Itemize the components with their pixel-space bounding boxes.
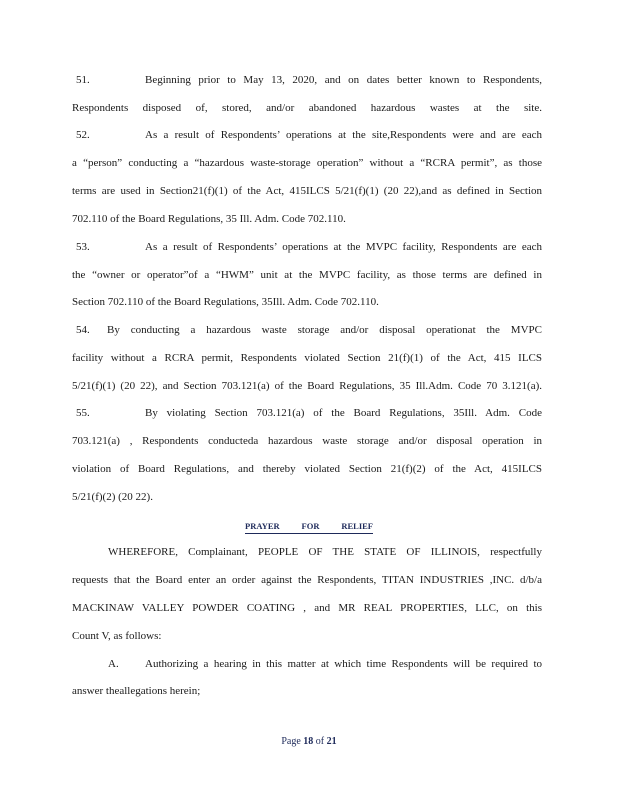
paragraph-line: By conducting a hazardous waste storage and/or disposal operationat the MVPC xyxy=(107,324,542,336)
paragraph-line: requests that the Board enter an order against the Respondents, TITAN INDUSTRIES ,INC. d/b/a xyxy=(72,574,542,586)
paragraph-line: Section 702.110 of the Board Regulations, 35Ill. Adm. Code 702.110. xyxy=(72,296,379,308)
paragraph-line: Beginning prior to May 13, 2020, and on dates better known to Respondents, xyxy=(145,74,542,86)
paragraph-number: 53. xyxy=(76,241,90,253)
paragraph-line: 5/21(f)(2) (20 22). xyxy=(72,491,153,503)
paragraph-line: 702.110 of the Board Regulations, 35 Ill. Adm. Code 702.110. xyxy=(72,213,346,225)
paragraph-line: As a result of Respondents’ operations at the site,Respondents were and are each xyxy=(145,129,542,141)
page-footer xyxy=(0,735,618,749)
paragraph-line: WHEREFORE, Complainant, PEOPLE OF THE STATE OF ILLINOIS, respectfully xyxy=(108,546,542,558)
item-letter: A. xyxy=(108,658,119,670)
paragraph-line: terms are used in Section21(f)(1) of the Act, 415ILCS 5/21(f)(1) (20 22),and as defined in Section xyxy=(72,185,542,197)
paragraph-line: facility without a RCRA permit, Respondents violated Section 21(f)(1) of the Act, 415 ILCS xyxy=(72,352,542,364)
paragraph-line: 703.121(a) , Respondents conducteda hazardous waste storage and/or disposal operation in xyxy=(72,435,542,447)
paragraph-line: Respondents disposed of, stored, and/or abandoned hazardous wastes at the site. xyxy=(72,102,542,114)
paragraph-line: As a result of Respondents’ operations at the MVPC facility, Respondents are each xyxy=(145,241,542,253)
paragraph-line: violation of Board Regulations, and thereby violated Section 21(f)(2) of the Act, 415ILCS xyxy=(72,463,542,475)
page-number: 18 xyxy=(303,736,314,747)
page-of-label: of xyxy=(315,736,325,747)
prayer-for-relief-heading: PRAYER FOR RELIEF xyxy=(245,519,373,534)
paragraph-number: 51. xyxy=(76,74,90,86)
page-total: 21 xyxy=(326,736,337,747)
paragraph-line: Count V, as follows: xyxy=(72,630,162,642)
paragraph-line: By violating Section 703.121(a) of the Board Regulations, 35Ill. Adm. Code xyxy=(145,407,542,419)
paragraph-line: Authorizing a hearing in this matter at which time Respondents will be required to xyxy=(145,658,542,670)
paragraph-number: 55. xyxy=(76,407,90,419)
paragraph-number: 54. xyxy=(76,324,90,336)
paragraph-line: answer theallegations herein; xyxy=(72,685,201,697)
page-label: Page xyxy=(281,736,301,747)
paragraph-line: a “person” conducting a “hazardous waste-storage operation” without a “RCRA permit”, as those xyxy=(72,157,542,169)
paragraph-line: MACKINAW VALLEY POWDER COATING , and MR REAL PROPERTIES, LLC, on this xyxy=(72,602,542,614)
paragraph-number: 52. xyxy=(76,129,90,141)
paragraph-line: the “owner or operator”of a “HWM” unit at the MVPC facility, as those terms are defined in xyxy=(72,269,542,281)
paragraph-line: 5/21(f)(1) (20 22), and Section 703.121(a) of the Board Regulations, 35 Ill.Adm. Code 70 3.121(a). xyxy=(72,380,542,392)
